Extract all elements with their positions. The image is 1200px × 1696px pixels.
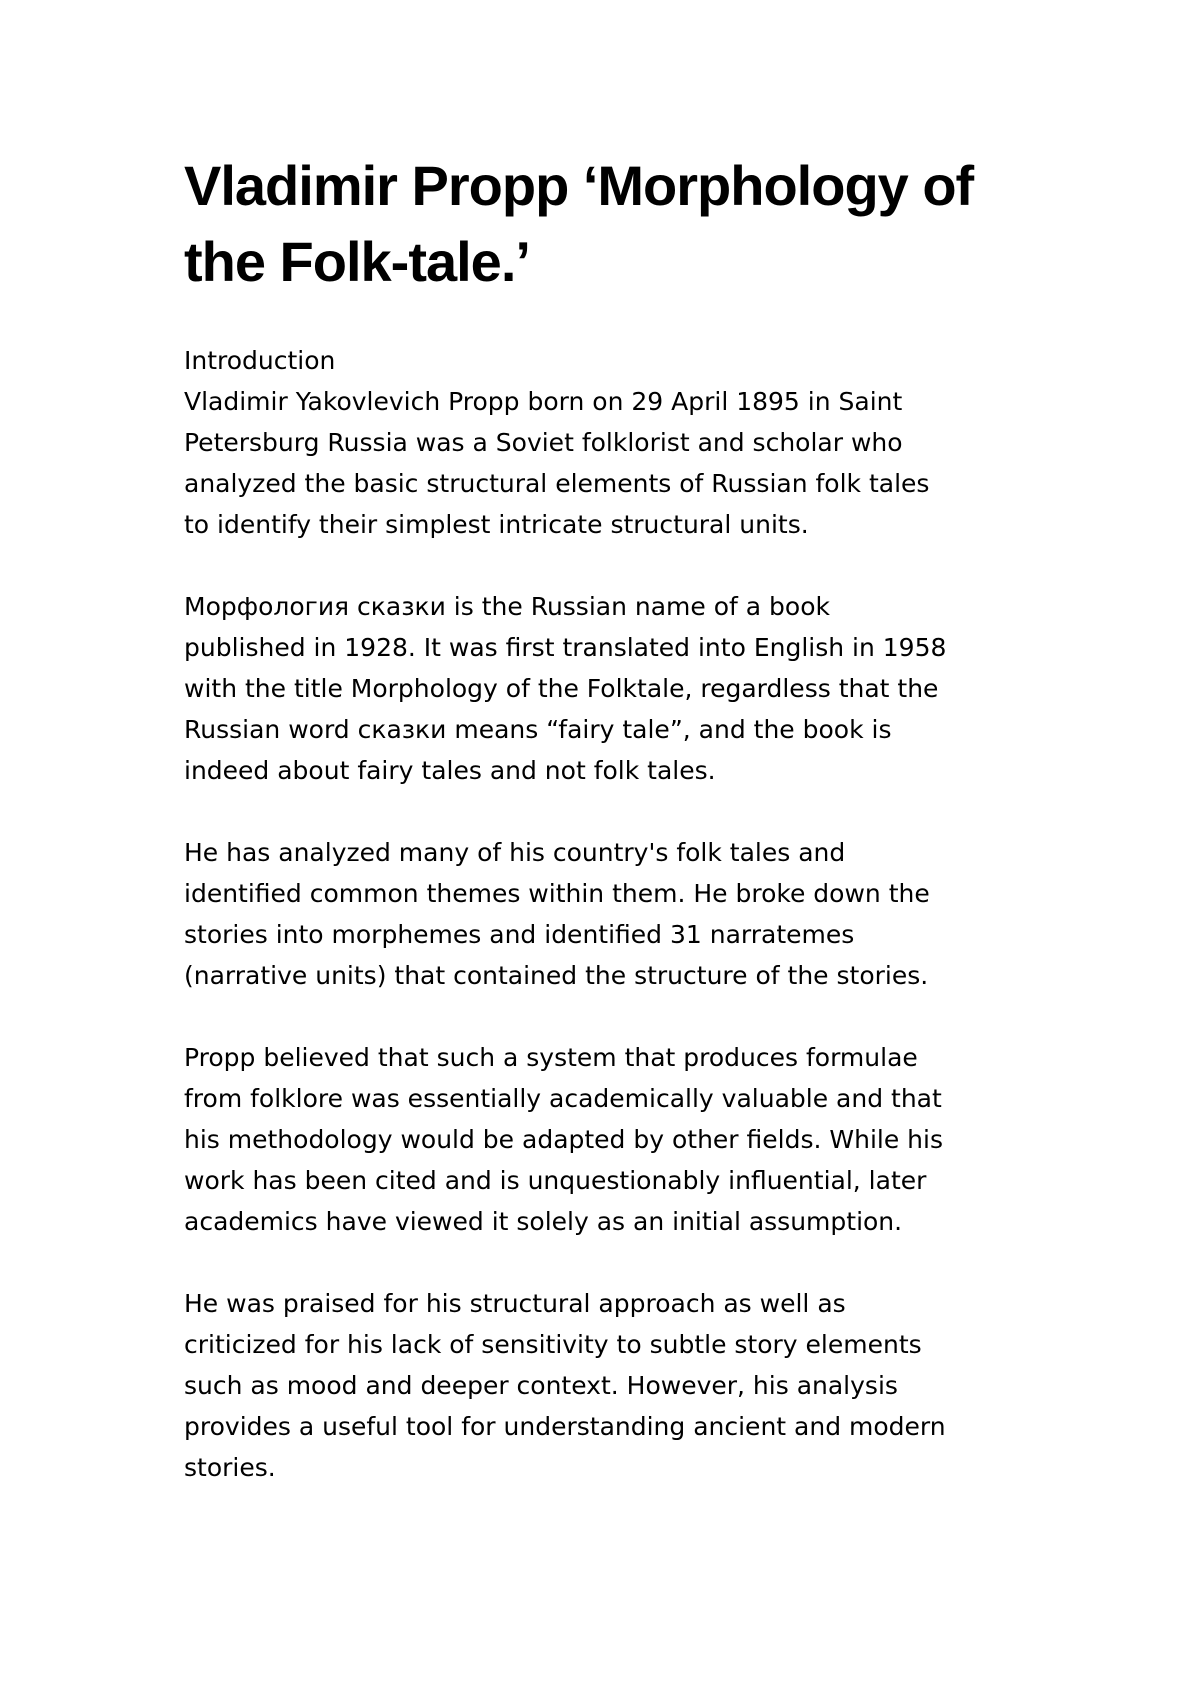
- paragraph-line: his methodology would be adapted by other fields. While his: [184, 1125, 943, 1154]
- paragraph-line: criticized for his lack of sensitivity to subtle story elements: [184, 1330, 922, 1359]
- paragraph-line: Vladimir Yakovlevich Propp born on 29 April 1895 in Saint: [184, 387, 903, 416]
- paragraph-line: to identify their simplest intricate structural units.: [184, 510, 809, 539]
- document-title: [184, 148, 1044, 300]
- paragraph-line: published in 1928. It was first translated into English in 1958: [184, 633, 947, 662]
- paragraph-line: Морфология сказки is the Russian name of a book: [184, 592, 830, 621]
- paragraph-line: He has analyzed many of his country's folk tales and: [184, 838, 846, 867]
- paragraph-reception: [184, 1283, 1044, 1488]
- title-line: Vladimir Propp ‘Morphology of: [184, 154, 974, 217]
- paragraph-line: work has been cited and is unquestionably influential, later: [184, 1166, 927, 1195]
- paragraph-line: analyzed the basic structural elements of Russian folk tales: [184, 469, 930, 498]
- paragraph-intro: [184, 381, 1044, 545]
- document-body: [184, 340, 1044, 1488]
- document-content: [184, 148, 1044, 1529]
- paragraph-line: Propp believed that such a system that produces formulae: [184, 1043, 918, 1072]
- paragraph-line: with the title Morphology of the Folktale, regardless that the: [184, 674, 939, 703]
- paragraph-line: Petersburg Russia was a Soviet folklorist and scholar who: [184, 428, 903, 457]
- paragraph-line: Russian word сказки means “fairy tale”, and the book is: [184, 715, 892, 744]
- paragraph-line: (narrative units) that contained the structure of the stories.: [184, 961, 929, 990]
- paragraph-system: [184, 1037, 1044, 1242]
- paragraph-line: stories.: [184, 1453, 276, 1482]
- paragraph-book: [184, 586, 1044, 791]
- paragraph-line: He was praised for his structural approach as well as: [184, 1289, 846, 1318]
- paragraph-line: stories into morphemes and identified 31 narratemes: [184, 920, 855, 949]
- intro-heading: Introduction: [184, 346, 336, 375]
- paragraph-line: such as mood and deeper context. However, his analysis: [184, 1371, 898, 1400]
- paragraph-line: identified common themes within them. He broke down the: [184, 879, 930, 908]
- paragraph-line: from folklore was essentially academically valuable and that: [184, 1084, 942, 1113]
- title-line: the Folk-tale.’: [184, 230, 530, 293]
- paragraph-line: indeed about fairy tales and not folk tales.: [184, 756, 716, 785]
- paragraph-analysis: [184, 832, 1044, 996]
- paragraph-line: academics have viewed it solely as an initial assumption.: [184, 1207, 903, 1236]
- paragraph-line: provides a useful tool for understanding ancient and modern: [184, 1412, 946, 1441]
